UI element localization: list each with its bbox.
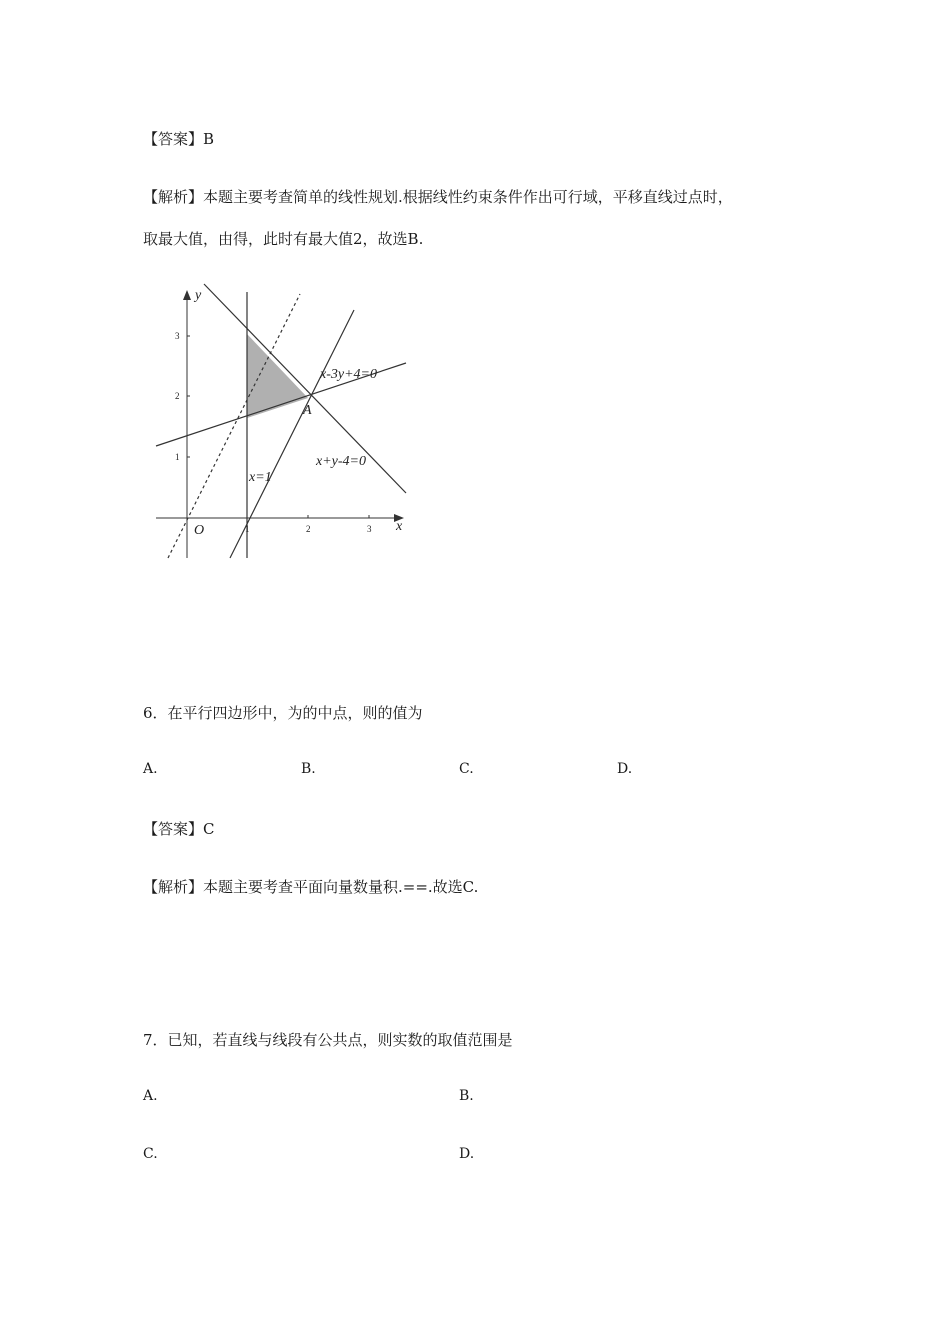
q6-option-c[interactable]: C. (459, 761, 474, 777)
q5-analysis-line1: 【解析】本题主要考查简单的线性规划.根据线性约束条件作出可行域，平移直线过点时， (143, 188, 733, 206)
y-tick-label: 3 (175, 331, 180, 341)
q6-option-d[interactable]: D. (617, 761, 633, 777)
line-label-x-plus-y: x+y-4=0 (316, 454, 366, 469)
q5-answer: 【答案】B (143, 130, 215, 148)
q6-option-a[interactable]: A. (143, 761, 158, 777)
line-label-x-equals-1: x=1 (249, 470, 272, 485)
x-tick-label: 2 (306, 524, 311, 534)
q6-analysis: 【解析】本题主要考查平面向量数量积.==.故选C. (143, 878, 479, 896)
line-x-plus-y-minus-4 (204, 284, 406, 493)
y-tick-label: 2 (175, 391, 180, 401)
y-axis-label: y (195, 288, 202, 303)
q7-option-a[interactable]: A. (143, 1088, 158, 1104)
x-tick-label: 3 (367, 524, 372, 534)
q6-option-b[interactable]: B. (301, 761, 316, 777)
x-tick-label: 1 (245, 524, 250, 534)
y-axis-arrow (183, 290, 191, 300)
y-tick-label: 1 (175, 452, 180, 462)
q7-option-b[interactable]: B. (459, 1088, 474, 1104)
x-axis-label: x (396, 519, 403, 534)
q7-question: 7．已知，若直线与线段有公共点，则实数的取值范围是 (143, 1031, 513, 1049)
point-a-label: A (303, 403, 312, 418)
q6-answer: 【答案】C (143, 820, 215, 838)
q6-question: 6．在平行四边形中，为的中点，则的值为 (143, 704, 423, 722)
feasible-region-figure (150, 282, 412, 564)
line-label-x-minus-3y: x-3y+4=0 (320, 367, 377, 382)
q7-option-d[interactable]: D. (459, 1146, 475, 1162)
q5-analysis-line2: 取最大值，由得，此时有最大值2，故选B. (143, 230, 424, 248)
origin-label: O (194, 523, 205, 538)
q7-option-c[interactable]: C. (143, 1146, 158, 1162)
